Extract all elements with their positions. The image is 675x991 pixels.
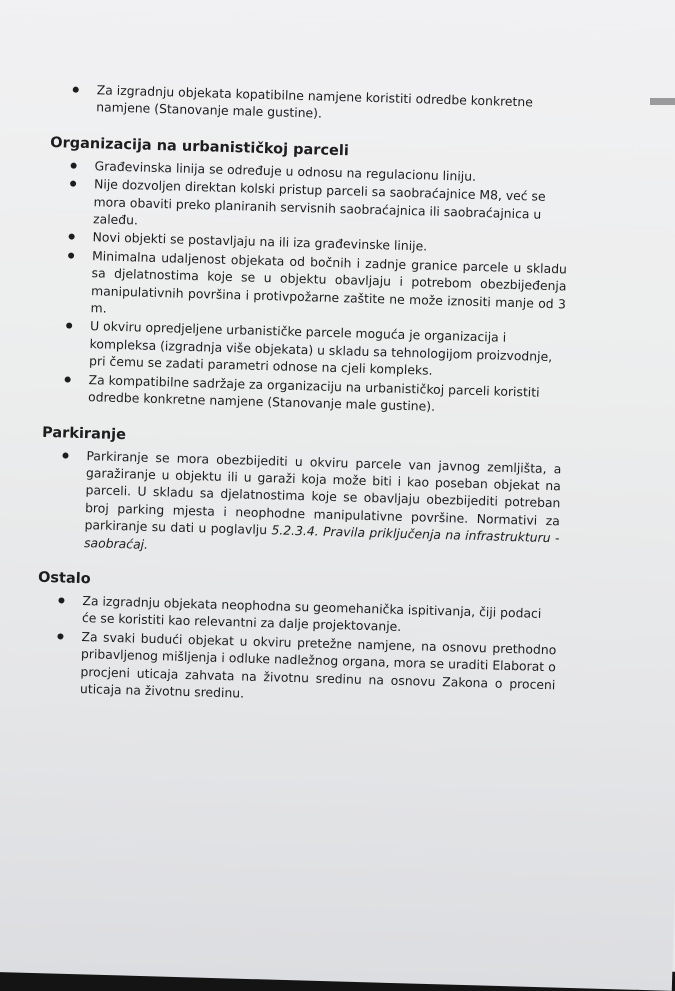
item-text: Parkiranje se mora obezbijediti u okviru parcele van javnog zemljišta, a garažiranje u objektu ili u garaži koja može biti i kao poseban objekat na parceli. U skladu sa djelatnostima koje se obavljaju obezbijediti potreban broj parking mjesta i neophodne manipulativne površine. Normativi za parkiranje su dati u poglavlju [84, 447, 562, 538]
item-text: Za svaki budući objekat u okviru pretežne namjene, na osnovu prethodno pribavljenog mišljenja i odluke nadležnog organa, mora se uraditi Elaborat o procjeni uticaja zahvata na životnu sredinu na osnovu Zakona o proceni uticaja na životnu sredinu. [79, 628, 557, 701]
item-text: Novi objekti se postavljaju na ili iza građevinske linije. [92, 229, 428, 254]
bullet-icon [57, 633, 63, 639]
item-text: Za izgradnju objekata neophodna su geomehanička ispitivanja, čiji podaci će se koristiti kao relevantni za dalje projektovanje. [81, 592, 542, 635]
section-list [35, 591, 558, 711]
section-heading: Organizacija na urbanističkoj parceli [50, 134, 350, 160]
item-text: Građevinska linija se određuje u odnosu na regulacionu liniju. [94, 158, 477, 184]
chapter-reference: 5.2.3.4. Pravila priključenja na infrastrukturu - saobraćaj. [83, 522, 560, 552]
item-text: Za izgradnju objekata kopatibilne namjene koristiti odredbe konkretne namjene (Stanovanje male gustine). [96, 82, 534, 121]
section-parkiranje [39, 422, 562, 564]
section-list [39, 445, 562, 564]
section-organizacija [43, 133, 570, 419]
list-item [45, 246, 567, 330]
bullet-icon [69, 234, 75, 240]
list-item [35, 627, 557, 711]
bullet-icon [58, 597, 64, 603]
item-text: U okviru opredjeljene urbanističke parcele moguća je organizacija i kompleksa (izgradnja više objekata) u skladu sa tehnologijom proizvodnje, pri čemu se zadati parametri odnose na cjeli kompleks. [88, 318, 553, 379]
bullet-icon [62, 452, 68, 458]
item-text: Nije dozvoljen direktan kolski pristup parceli sa saobraćajnice M8, već se mora obaviti preko planiranih servisnih saobraćajnica ili saobraćajnica u zaleđu. [92, 176, 546, 228]
section-list [43, 156, 570, 419]
bullet-icon [70, 181, 76, 187]
bullet-icon [65, 376, 71, 382]
sheet-tab-mark [650, 98, 675, 105]
bullet-icon [66, 323, 72, 329]
item-text: Minimalna udaljenost objekata od bočnih i zadnje granice parcele u skladu sa djelatnostima koje se u objektu obavljaju i potrebom obezbijeđenja manipulativnih površina i protivpožarne zaštite ne može iznositi manje od 3 m. [90, 248, 568, 316]
item-text: Za kompatibilne sadržaje za organizaciju na urbanističkoj parceli koristiti odredbe konkretne namjene (Stanovanje male gustine). [87, 371, 540, 414]
document-body [34, 80, 572, 729]
bullet-icon [73, 87, 79, 93]
section-heading: Ostalo [37, 569, 91, 588]
section-heading: Parkiranje [41, 424, 127, 443]
list-item [39, 445, 562, 564]
bullet-icon [68, 252, 74, 258]
bullet-icon [71, 162, 77, 168]
section-ostalo [35, 568, 558, 711]
